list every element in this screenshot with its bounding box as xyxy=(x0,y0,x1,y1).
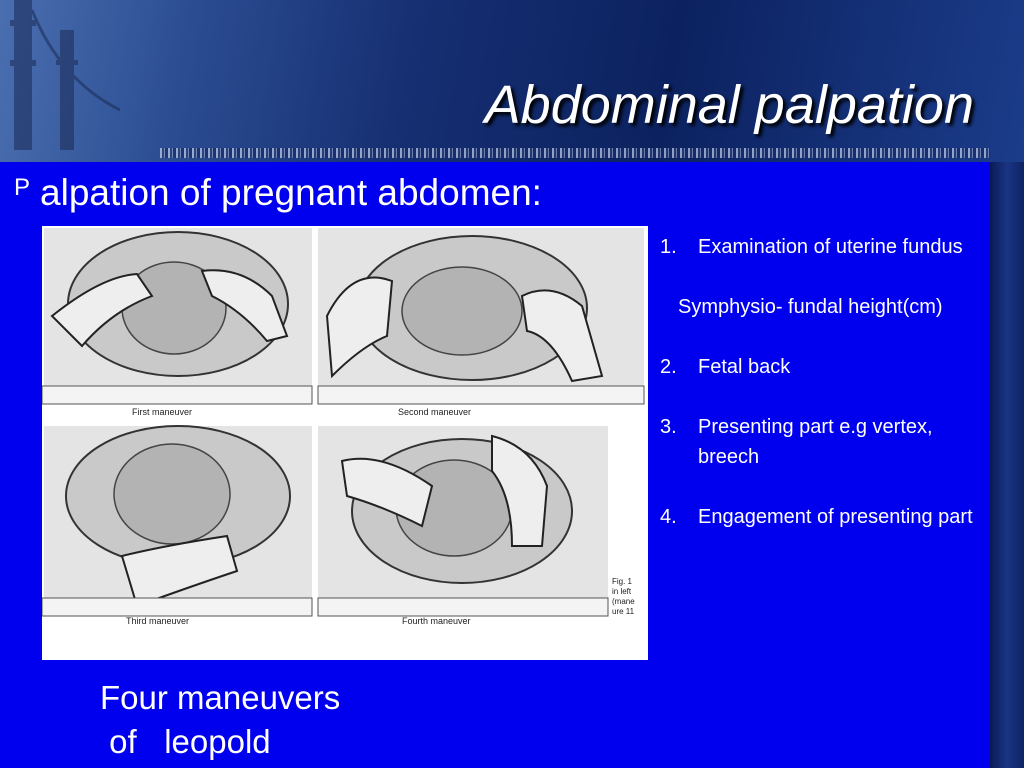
bridge-silhouette xyxy=(0,0,120,150)
panel-label: First maneuver xyxy=(132,407,193,417)
slide-subtitle xyxy=(14,172,542,214)
list-number: 4. xyxy=(660,506,677,528)
list-number: 1. xyxy=(660,236,677,258)
side-note-line: Fig. 1 xyxy=(612,577,633,586)
panel-label: Fourth maneuver xyxy=(402,616,471,626)
list-number: 3. xyxy=(660,416,677,438)
list-item xyxy=(660,352,980,382)
list-text: Presenting part e.g vertex, breech xyxy=(698,416,933,468)
list-item xyxy=(660,292,980,322)
panel-label: Third maneuver xyxy=(126,616,190,626)
list-text: Fetal back xyxy=(698,356,791,378)
side-note-line: (mane xyxy=(612,597,635,606)
list-spacer xyxy=(660,262,980,292)
caption-line: Four maneuvers xyxy=(100,679,341,716)
subtitle-text: alpation of pregnant abdomen: xyxy=(40,172,542,213)
caption-line: of leopold xyxy=(100,723,271,760)
list-spacer xyxy=(660,322,980,352)
list-text: Symphysio- fundal height(cm) xyxy=(678,296,943,318)
panel-second-maneuver xyxy=(318,228,644,417)
list-item xyxy=(660,412,980,472)
header-streak xyxy=(160,148,990,158)
slide-title: Abdominal palpation xyxy=(484,75,974,135)
list-text: Examination of uterine fundus xyxy=(698,236,963,258)
figure-drawing xyxy=(42,226,648,660)
list-number: 2. xyxy=(660,356,677,378)
side-note-line: in left xyxy=(612,587,632,596)
leopold-maneuvers-figure xyxy=(42,226,648,660)
list-spacer xyxy=(660,472,980,502)
panel-label: Second maneuver xyxy=(398,407,472,417)
panel-third-maneuver xyxy=(42,426,312,626)
panel-edge xyxy=(990,162,1024,768)
list-spacer xyxy=(660,382,980,412)
panel-fourth-maneuver xyxy=(318,426,608,626)
side-note-line: ure 11 xyxy=(612,607,635,616)
list-text: Engagement of presenting part xyxy=(698,506,973,528)
list-item xyxy=(660,502,980,532)
palpation-list xyxy=(660,232,980,532)
panel-first-maneuver xyxy=(42,228,312,417)
figure-side-note xyxy=(612,577,635,616)
figure-caption xyxy=(100,676,340,764)
list-item xyxy=(660,232,980,262)
subtitle-initial: P xyxy=(14,174,31,201)
